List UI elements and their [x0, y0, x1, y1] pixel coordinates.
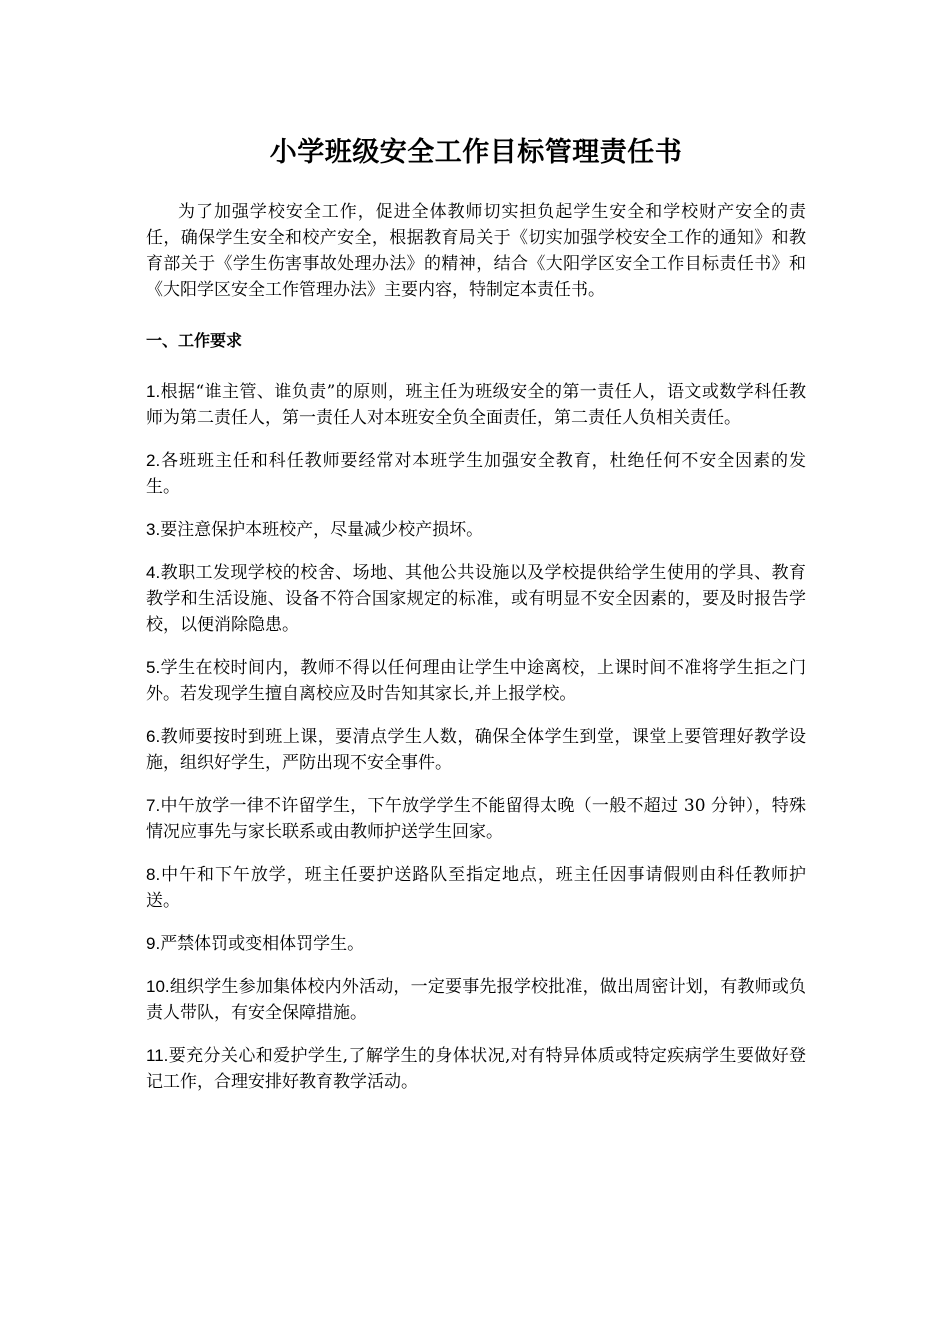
item-text: 严禁体罚或变相体罚学生。 [160, 934, 365, 954]
item-text: 教职工发现学校的校舍、场地、其他公共设施以及学校提供给学生使用的学具、教育教学和生活设施、设备不符合国家规定的标准，或有明显不安全因素的，要及时报告学校，以便消除隐患。 [146, 563, 806, 635]
requirement-item-2 [146, 448, 806, 500]
item-text: 根据“谁主管、谁负责”的原则，班主任为班级安全的第一责任人，语文或数学科任教师为第二责任人，第一责任人对本班安全负全面责任，第二责任人负相关责任。 [146, 382, 806, 428]
item-number: 8. [146, 865, 161, 884]
item-number: 6. [146, 727, 161, 746]
requirement-item-10 [146, 974, 806, 1026]
requirement-item-6 [146, 724, 806, 776]
item-text: 学生在校时间内，教师不得以任何理由让学生中途离校，上课时间不准将学生拒之门外。若发现学生擅自离校应及时告知其家长,并上报学校。 [146, 658, 806, 704]
item-number: 11. [146, 1046, 169, 1065]
item-text: 要充分关心和爱护学生,了解学生的身体状况,对有特异体质或特定疾病学生要做好登记工作，合理安排好教育教学活动。 [146, 1046, 806, 1092]
item-number: 9. [146, 934, 161, 953]
item-text: 各班班主任和科任教师要经常对本班学生加强安全教育，杜绝任何不安全因素的发生。 [146, 451, 806, 497]
item-number: 2. [146, 451, 161, 470]
document-title: 小学班级安全工作目标管理责任书 [269, 137, 683, 168]
intro-paragraph: 为了加强学校安全工作，促进全体教师切实担负起学生安全和学校财产安全的责任，确保学生安全和校产安全，根据教育局关于《切实加强学校安全工作的通知》和教育部关于《学生伤害事故处理办法》的精神，结合《大阳学区安全工作目标责任书》和《大阳学区安全工作管理办法》主要内容，特制定本责任书。 [146, 202, 806, 300]
item-text: 要注意保护本班校产，尽量减少校产损坏。 [160, 520, 484, 540]
requirement-item-4 [146, 560, 806, 638]
requirement-item-11 [146, 1043, 806, 1095]
item-text: 中午放学一律不许留学生，下午放学学生不能留得太晚（一般不超过 30 分钟），特殊情况应事先与家长联系或由教师护送学生回家。 [146, 796, 806, 842]
requirement-item-8 [146, 862, 806, 914]
requirement-item-3 [146, 517, 806, 543]
requirement-item-1 [146, 379, 806, 431]
item-number: 3. [146, 520, 161, 539]
item-number: 4. [146, 563, 161, 582]
document-page [146, 130, 806, 1112]
item-text: 组织学生参加集体校内外活动，一定要事先报学校批准，做出周密计划，有教师或负责人带队，有安全保障措施。 [146, 977, 806, 1023]
item-number: 7. [146, 796, 161, 815]
item-text: 中午和下午放学，班主任要护送路队至指定地点，班主任因事请假则由科任教师护送。 [146, 865, 806, 911]
item-number: 5. [146, 658, 161, 677]
requirement-item-7 [146, 793, 806, 845]
item-text: 教师要按时到班上课，要清点学生人数，确保全体学生到堂，课堂上要管理好教学设施，组织好学生，严防出现不安全事件。 [146, 727, 806, 773]
requirement-item-9 [146, 931, 806, 957]
section-heading: 一、工作要求 [146, 331, 243, 350]
item-number: 10. [146, 977, 170, 996]
item-number: 1. [146, 382, 161, 401]
requirement-item-5 [146, 655, 806, 707]
